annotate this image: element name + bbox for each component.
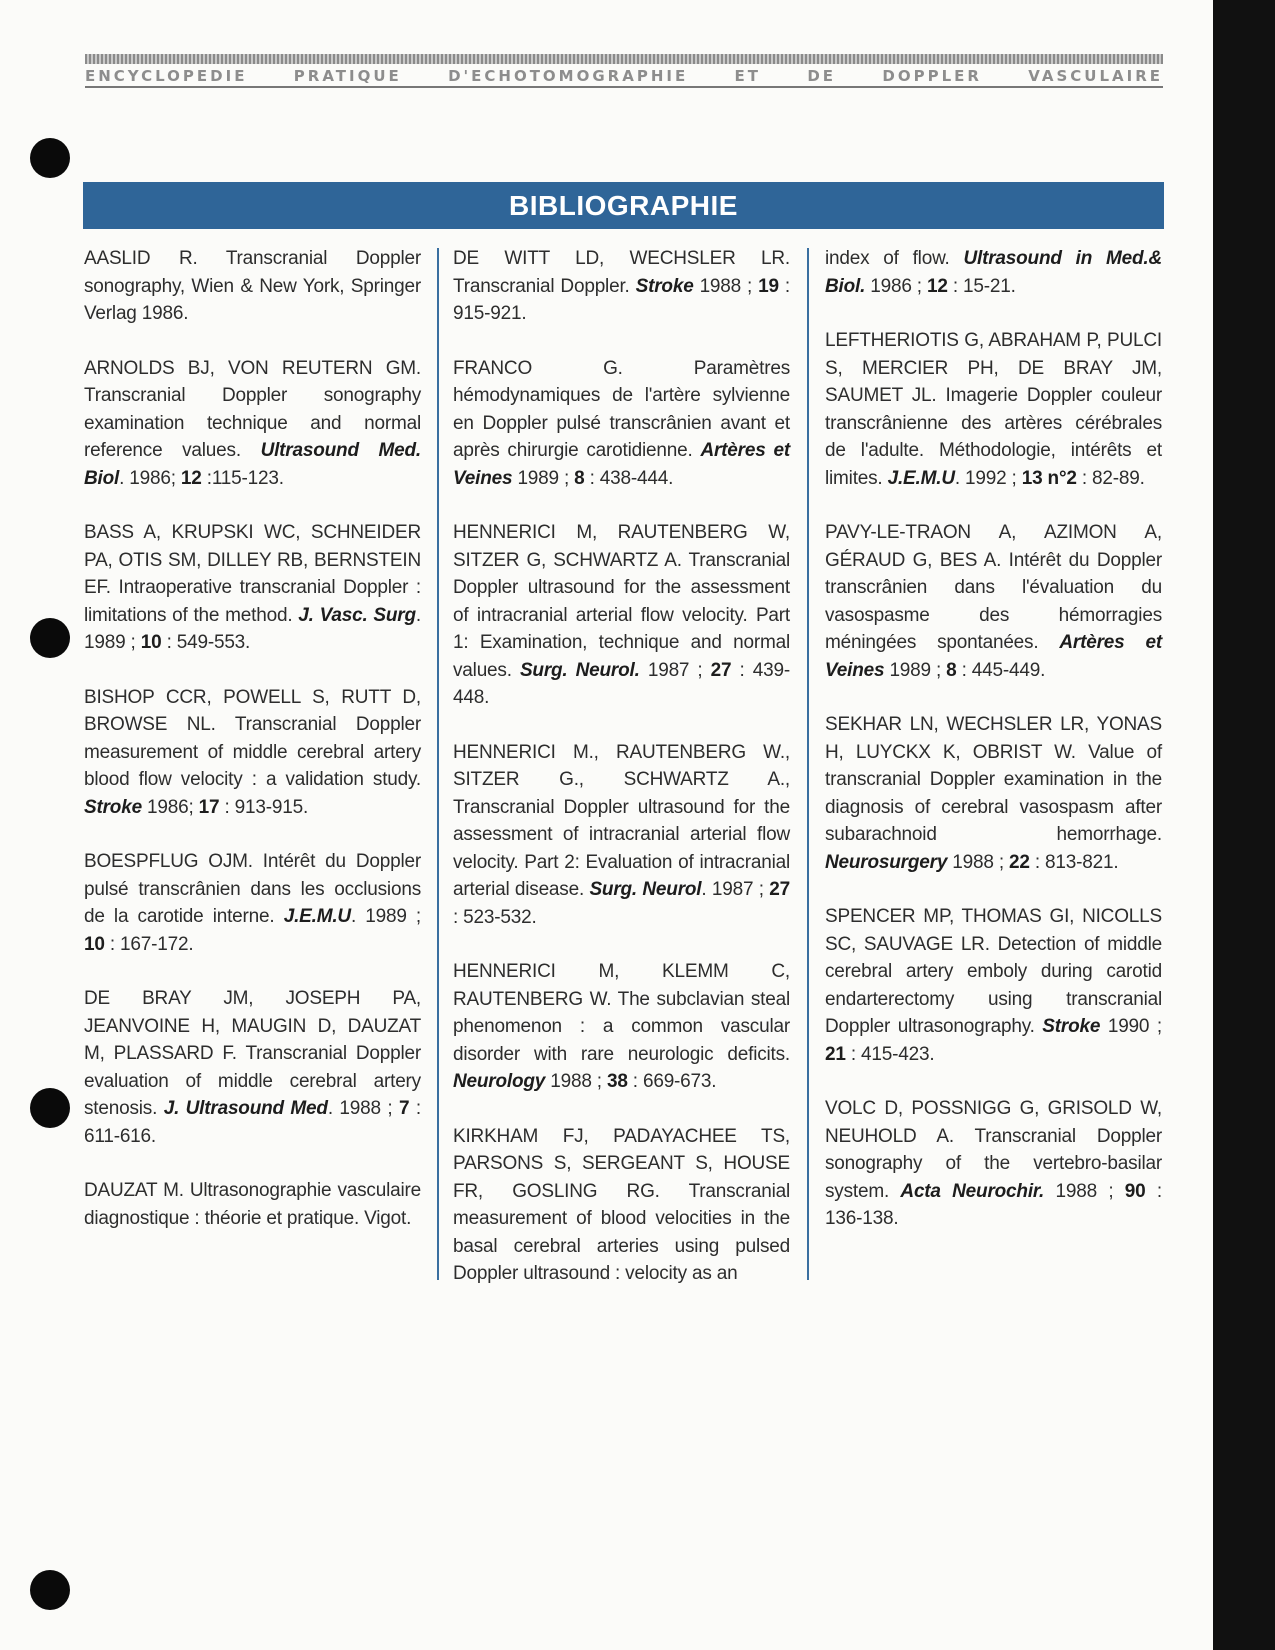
reference-journal: J. Ultrasound Med bbox=[163, 1098, 328, 1119]
reference-journal: Artères et Veines bbox=[453, 440, 790, 489]
reference-journal: Surg. Neurol. bbox=[519, 659, 640, 681]
reference-entry bbox=[825, 711, 1162, 876]
reference-volume: 12 bbox=[926, 275, 948, 297]
reference-pages: : 15-21. bbox=[952, 275, 1016, 297]
reference-entry bbox=[84, 245, 421, 328]
column-divider bbox=[807, 248, 809, 1280]
reference-text: SEKHAR LN, WECHSLER LR, YONAS H, LUYCKX K, OBRIST W. Value of transcranial Doppler examination in the diagnosis of cerebral vasospasm after subarachnoid hemorrhage. bbox=[825, 714, 1162, 845]
bibliography-column-3 bbox=[825, 245, 1162, 1260]
reference-volume: 12 bbox=[180, 467, 202, 489]
reference-year: . 1989 ; bbox=[84, 604, 421, 653]
reference-entry bbox=[84, 1177, 421, 1232]
reference-pages: : 611-616. bbox=[84, 1098, 421, 1147]
reference-pages: : 415-423. bbox=[850, 1043, 935, 1065]
reference-year: 1988 ; bbox=[1044, 1180, 1114, 1202]
reference-entry bbox=[825, 327, 1162, 492]
reference-pages: : 438-444. bbox=[589, 467, 674, 489]
reference-text: BISHOP CCR, POWELL S, RUTT D, BROWSE NL. Transcranial Doppler measurement of middle cerebral artery blood flow velocity : a validation study. bbox=[84, 686, 421, 790]
punch-hole bbox=[30, 138, 70, 178]
reference-journal: Neurology bbox=[453, 1071, 546, 1092]
reference-journal: J. Vasc. Surg bbox=[298, 604, 416, 626]
reference-entry bbox=[825, 519, 1162, 684]
reference-text: BOESPFLUG OJM. Intérêt du Doppler pulsé transcrânien dans les occlusions de la carotide interne. bbox=[84, 851, 421, 927]
reference-volume: 10 bbox=[84, 933, 105, 955]
reference-year: 1989 ; bbox=[512, 467, 570, 489]
reference-year: 1988 ; bbox=[693, 275, 753, 297]
section-title: BIBLIOGRAPHIE bbox=[83, 182, 1164, 229]
reference-journal: J.E.M.U bbox=[283, 906, 351, 927]
reference-volume: 7 bbox=[399, 1098, 410, 1119]
running-title: ENCYCLOPEDIE PRATIQUE D'ECHOTOMOGRAPHIE ET DE DOPPLER VASCULAIRE bbox=[85, 67, 1163, 85]
reference-volume: 22 bbox=[1009, 851, 1030, 873]
reference-text: DAUZAT M. Ultrasonographie vasculaire diagnostique : théorie et pratique. Vigot. bbox=[84, 1180, 421, 1229]
reference-pages: : 913-915. bbox=[224, 796, 309, 818]
reference-pages: : 813-821. bbox=[1034, 851, 1119, 873]
reference-journal: Neurosurgery bbox=[825, 851, 948, 873]
reference-text: HENNERICI M, KLEMM C, RAUTENBERG W. The subclavian steal phenomenon : a common vascular disorder with rare neurologic deficits. bbox=[453, 961, 790, 1065]
reference-journal: Surg. Neurol bbox=[589, 879, 702, 900]
punch-hole bbox=[30, 618, 70, 658]
reference-entry bbox=[453, 245, 790, 328]
page-edge-shadow bbox=[1213, 0, 1275, 1650]
reference-text: SPENCER MP, THOMAS GI, NICOLLS SC, SAUVAGE LR. Detection of middle cerebral artery emboly during carotid endarterectomy using transcranial Doppler ultrasonography. bbox=[825, 906, 1162, 1037]
reference-volume: 8 bbox=[946, 659, 957, 681]
reference-entry bbox=[84, 985, 421, 1150]
reference-journal: Stroke bbox=[1042, 1016, 1101, 1037]
reference-entry bbox=[84, 355, 421, 493]
reference-year: . 1992 ; bbox=[954, 467, 1017, 489]
reference-text: PAVY-LE-TRAON A, AZIMON A, GÉRAUD G, BES A. Intérêt du Doppler transcrânien dans l'évaluation du vasospasme des hémorragies méningées spontanées. bbox=[825, 522, 1162, 653]
reference-year: . 1988 ; bbox=[327, 1098, 393, 1119]
reference-text: BASS A, KRUPSKI WC, SCHNEIDER PA, OTIS SM, DILLEY RB, BERNSTEIN EF. Intraoperative transcranial Doppler : limitations of the method. bbox=[84, 522, 421, 626]
bibliography-column-1 bbox=[84, 245, 421, 1259]
reference-journal: J.E.M.U bbox=[887, 467, 955, 489]
reference-text: AASLID R. Transcranial Doppler sonography, Wien & New York, Springer Verlag 1986. bbox=[84, 248, 421, 324]
reference-year: 1990 ; bbox=[1100, 1016, 1162, 1037]
reference-entry bbox=[84, 519, 421, 657]
reference-volume: 19 bbox=[758, 275, 779, 297]
punch-hole bbox=[30, 1088, 70, 1128]
reference-text: VOLC D, POSSNIGG G, GRISOLD W, NEUHOLD A. Transcranial Doppler sonography of the vertebro-basilar system. bbox=[825, 1098, 1162, 1202]
reference-year: 1988 ; bbox=[947, 851, 1004, 873]
reference-entry bbox=[825, 245, 1162, 300]
reference-volume: 27 bbox=[710, 659, 732, 681]
header-band bbox=[85, 54, 1163, 64]
reference-entry bbox=[453, 1123, 790, 1288]
reference-volume: 90 bbox=[1124, 1180, 1146, 1202]
reference-volume: 27 bbox=[769, 879, 790, 900]
reference-pages: : 136-138. bbox=[825, 1180, 1162, 1229]
reference-entry bbox=[453, 355, 790, 493]
reference-entry bbox=[453, 958, 790, 1096]
reference-pages: :115-123. bbox=[206, 467, 284, 489]
reference-journal: Stroke bbox=[635, 275, 694, 297]
reference-text: HENNERICI M., RAUTENBERG W., SITZER G., SCHWARTZ A., Transcranial Doppler ultrasound for the assessment of intracranial arterial flow velocity. Part 2: Evaluation of intracranial arterial disease. bbox=[453, 741, 790, 900]
bibliography-column-2 bbox=[453, 245, 790, 1315]
reference-text: DE WITT LD, WECHSLER LR. Transcranial Doppler. bbox=[453, 248, 790, 297]
header-rule bbox=[85, 86, 1163, 88]
reference-volume: 17 bbox=[198, 796, 220, 818]
reference-text: FRANCO G. Paramètres hémodynamiques de l'artère sylvienne en Doppler pulsé transcrânien avant et après chirurgie carotidienne. bbox=[453, 357, 790, 461]
reference-journal: Ultrasound Med. Biol bbox=[84, 440, 421, 489]
reference-journal: Artères et Veines bbox=[825, 632, 1162, 681]
reference-year: 1989 ; bbox=[884, 659, 942, 681]
reference-year: . 1989 ; bbox=[350, 906, 421, 927]
reference-entry bbox=[825, 1095, 1162, 1233]
reference-text: ARNOLDS BJ, VON REUTERN GM. Transcranial Doppler sonography examination technique and normal reference values. bbox=[84, 357, 421, 461]
reference-entry bbox=[84, 684, 421, 822]
reference-year: 1988 ; bbox=[545, 1071, 602, 1092]
reference-journal: Ultrasound in Med.& Biol. bbox=[825, 248, 1162, 297]
reference-pages: : 445-449. bbox=[961, 659, 1046, 681]
reference-journal: Acta Neurochir. bbox=[900, 1180, 1045, 1202]
reference-entry bbox=[453, 519, 790, 712]
reference-pages: : 439-448. bbox=[453, 659, 790, 708]
reference-pages: : 549-553. bbox=[166, 632, 251, 653]
reference-pages: : 915-921. bbox=[453, 275, 790, 324]
reference-text: index of flow. bbox=[825, 248, 950, 269]
reference-volume: 13 n°2 bbox=[1021, 467, 1077, 489]
reference-year: 1987 ; bbox=[639, 659, 703, 681]
reference-year: 1986; bbox=[141, 796, 194, 818]
reference-pages: : 167-172. bbox=[109, 933, 194, 955]
reference-entry bbox=[453, 739, 790, 932]
reference-volume: 8 bbox=[574, 467, 585, 489]
punch-hole bbox=[30, 1570, 70, 1610]
reference-text: LEFTHERIOTIS G, ABRAHAM P, PULCI S, MERCIER PH, DE BRAY JM, SAUMET JL. Imagerie Doppler couleur transcrânienne des artères cérébrales de l'adulte. Méthodologie, intérêts et limites. bbox=[825, 330, 1162, 489]
column-divider bbox=[437, 248, 439, 1280]
reference-pages: : 669-673. bbox=[632, 1071, 717, 1092]
reference-pages: : 523-532. bbox=[453, 906, 537, 928]
reference-journal: Stroke bbox=[84, 796, 142, 818]
reference-year: . 1986; bbox=[119, 467, 176, 489]
reference-volume: 38 bbox=[606, 1071, 628, 1092]
reference-entry bbox=[84, 848, 421, 958]
reference-volume: 21 bbox=[825, 1043, 846, 1065]
reference-text: KIRKHAM FJ, PADAYACHEE TS, PARSONS S, SERGEANT S, HOUSE FR, GOSLING RG. Transcranial measurement of blood velocities in the basal cerebral arteries using pulsed Doppler ultrasound : velocity as an bbox=[453, 1125, 790, 1284]
reference-volume: 10 bbox=[140, 632, 162, 653]
reference-year: 1986 ; bbox=[865, 275, 922, 297]
reference-entry bbox=[825, 903, 1162, 1068]
reference-text: HENNERICI M, RAUTENBERG W, SITZER G, SCHWARTZ A. Transcranial Doppler ultrasound for the assessment of intracranial arterial flow velocity. Part 1: Examination, technique and normal values. bbox=[453, 522, 790, 681]
reference-text: DE BRAY JM, JOSEPH PA, JEANVOINE H, MAUGIN D, DAUZAT M, PLASSARD F. Transcranial Doppler evaluation of middle cerebral artery stenosis. bbox=[84, 988, 421, 1119]
reference-year: . 1987 ; bbox=[701, 879, 764, 900]
reference-pages: : 82-89. bbox=[1081, 467, 1145, 489]
